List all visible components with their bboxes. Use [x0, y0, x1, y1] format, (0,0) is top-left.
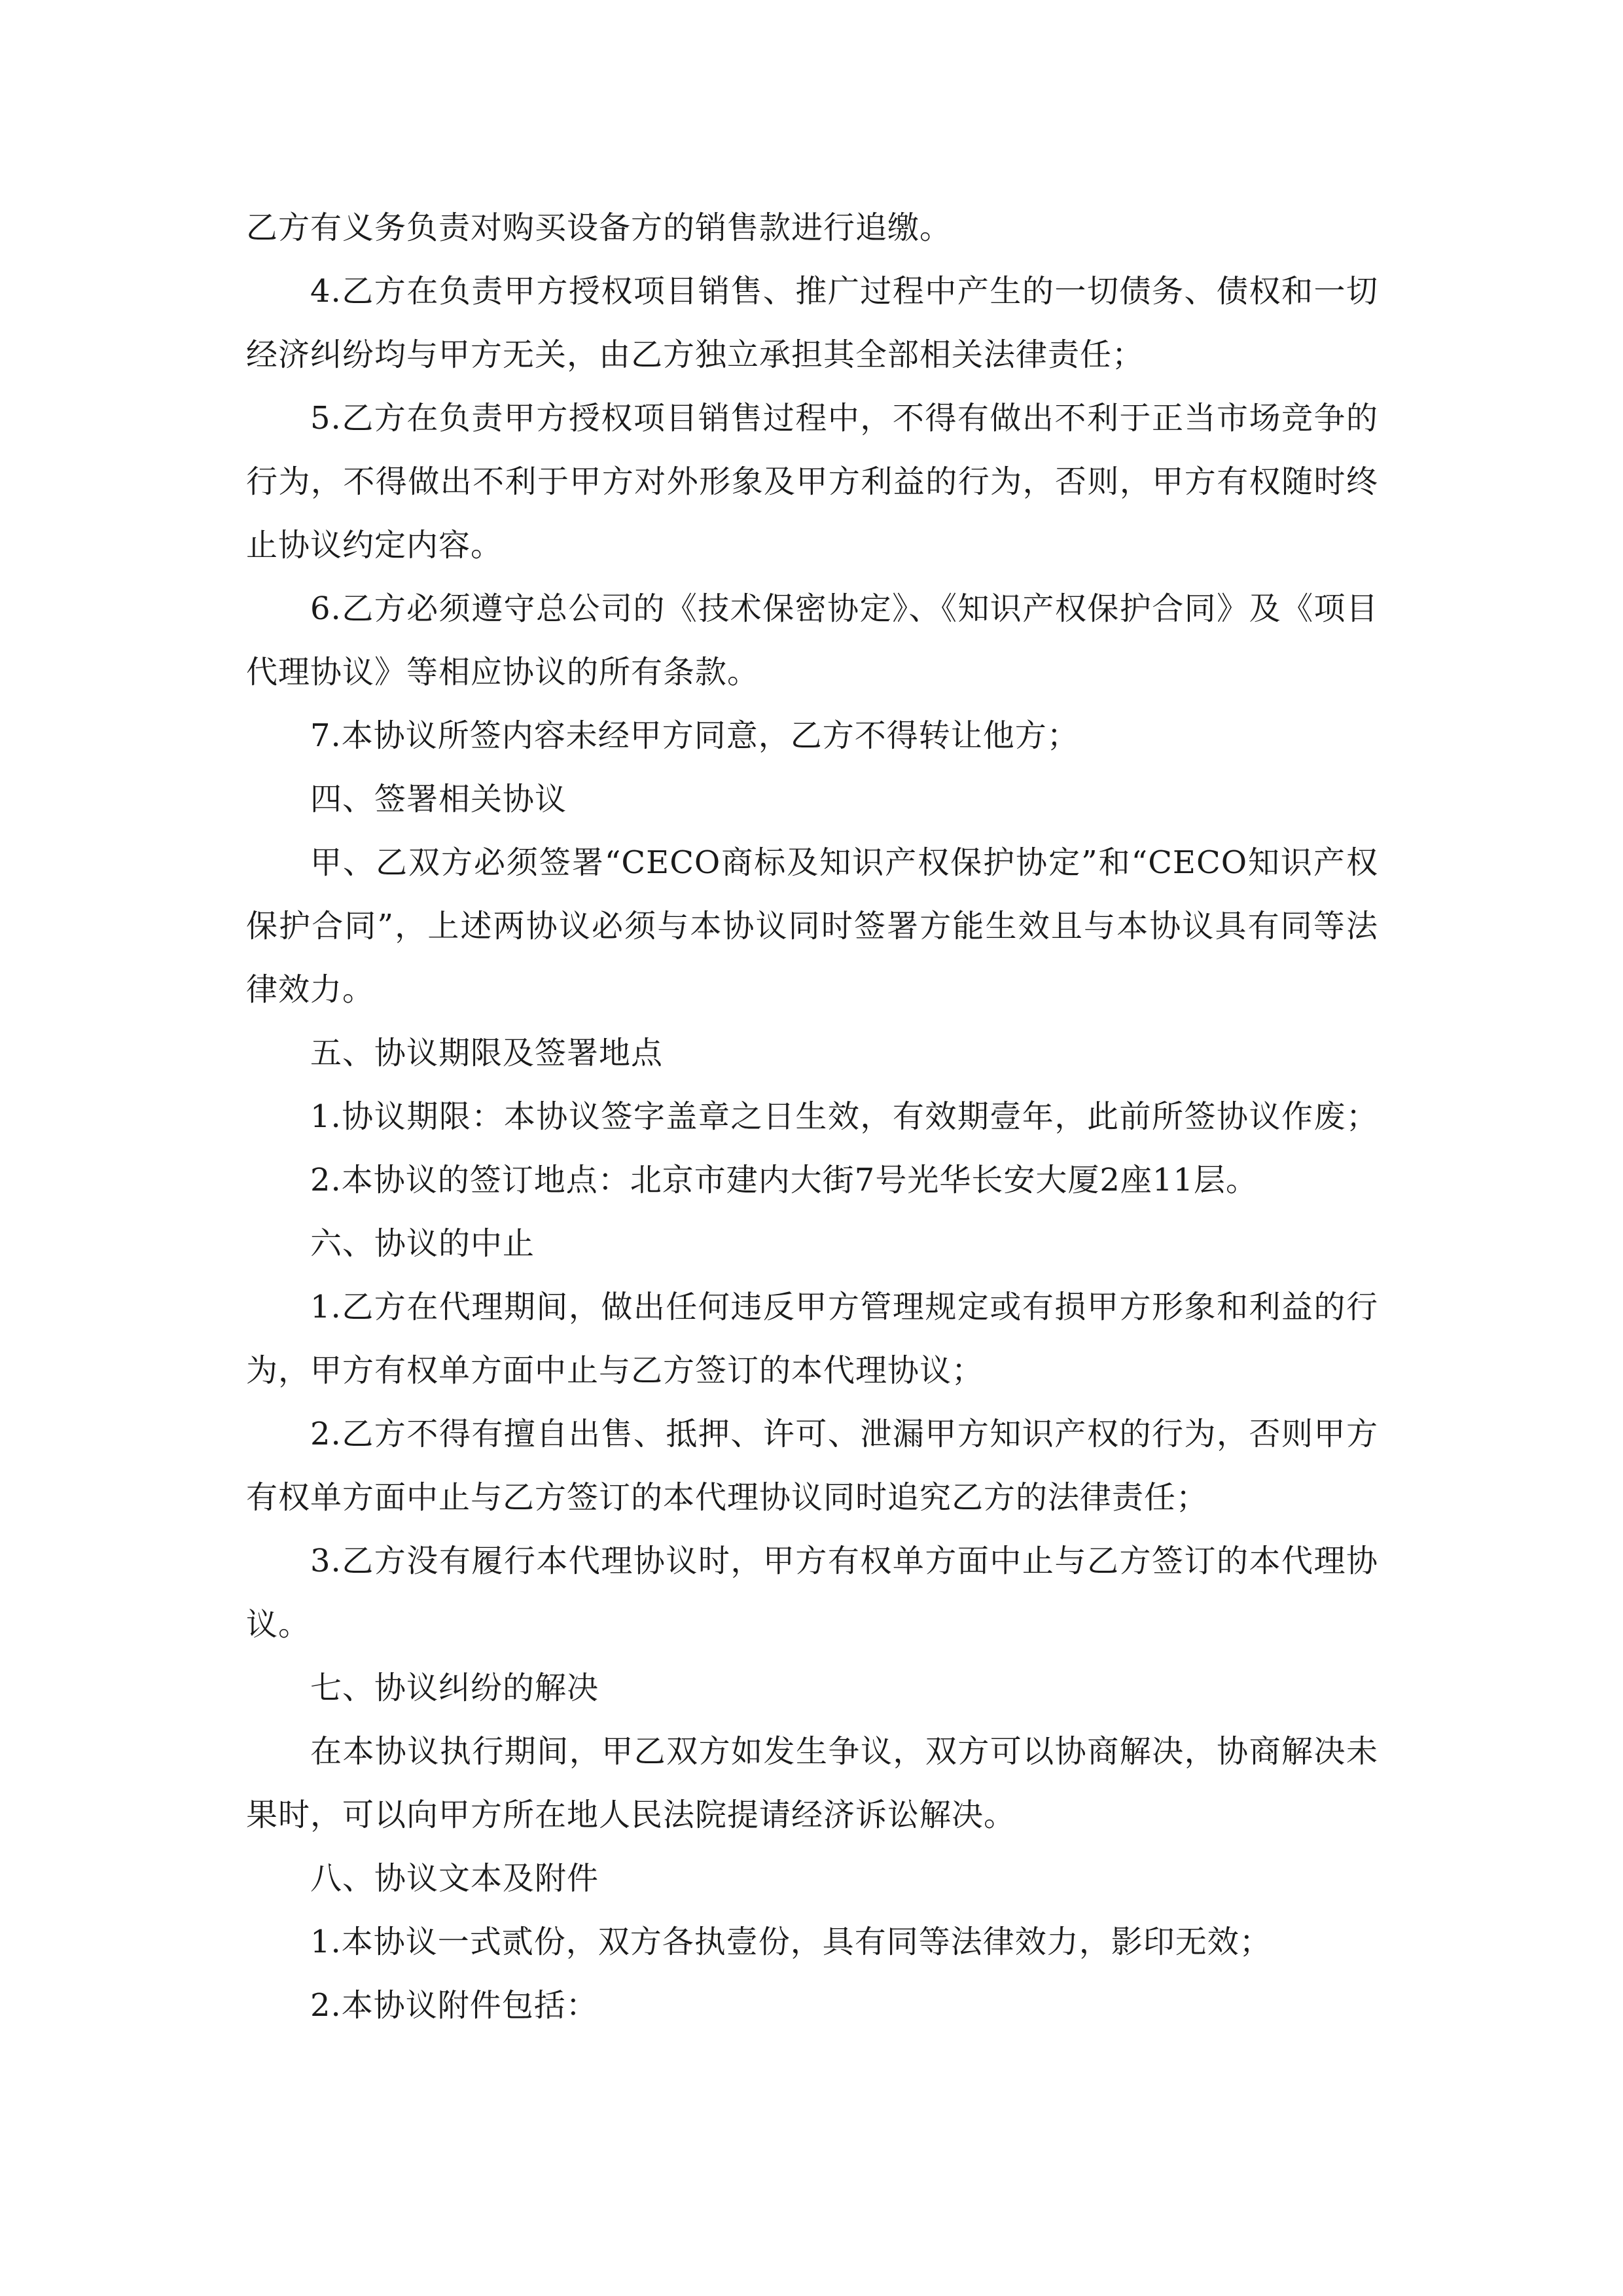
text-line: 代理协议》等相应协议的所有条款。	[246, 654, 760, 691]
text-line: 7.本协议所签内容未经甲方同意，乙方不得转让他方；	[310, 717, 1079, 754]
text-line: 经济纠纷均与甲方无关，由乙方独立承担其全部相关法律责任；	[246, 336, 1145, 373]
text-line: 律效力。	[246, 971, 375, 1008]
text-line: 有权单方面中止与乙方签订的本代理协议同时追究乙方的法律责任；	[246, 1479, 1209, 1516]
text-line: 八、协议文本及附件	[310, 1860, 599, 1897]
text-line: 3.乙方没有履行本代理协议时，甲方有权单方面中止与乙方签订的本代理协	[310, 1543, 1378, 1579]
text-line: 甲、乙双方必须签署“CECO商标及知识产权保护协定”和“CECO知识产权	[310, 844, 1378, 881]
text-line: 2.本协议的签订地点：北京市建内大街7号光华长安大厦2座11层。	[310, 1162, 1258, 1198]
text-line: 为，甲方有权单方面中止与乙方签订的本代理协议；	[246, 1352, 984, 1389]
text-line: 1.协议期限：本协议签字盖章之日生效，有效期壹年，此前所签协议作废；	[310, 1098, 1378, 1135]
text-line: 乙方有义务负责对购买设备方的销售款进行追缴。	[246, 209, 952, 246]
text-line: 止协议约定内容。	[246, 527, 503, 564]
text-line: 五、协议期限及签署地点	[310, 1035, 664, 1071]
text-line: 6.乙方必须遵守总公司的《技术保密协定》、《知识产权保护合同》及《项目	[310, 590, 1378, 627]
text-line: 2.乙方不得有擅自出售、抵押、许可、泄漏甲方知识产权的行为，否则甲方	[310, 1416, 1378, 1452]
text-line: 果时，可以向甲方所在地人民法院提请经济诉讼解决。	[246, 1797, 1016, 1833]
text-line: 1.乙方在代理期间，做出任何违反甲方管理规定或有损甲方形象和利益的行	[310, 1289, 1378, 1325]
text-line: 六、协议的中止	[310, 1225, 535, 1262]
text-line: 议。	[246, 1606, 311, 1643]
text-line: 5.乙方在负责甲方授权项目销售过程中，不得有做出不利于正当市场竞争的	[310, 400, 1378, 437]
text-line: 1.本协议一式贰份，双方各执壹份，具有同等法律效力，影印无效；	[310, 1924, 1272, 1960]
text-line: 4.乙方在负责甲方授权项目销售、推广过程中产生的一切债务、债权和一切	[310, 273, 1378, 310]
text-line: 七、协议纠纷的解决	[310, 1670, 599, 1706]
text-line: 2.本协议附件包括：	[310, 1987, 598, 2024]
document-body	[246, 196, 1378, 2037]
text-line: 在本协议执行期间，甲乙双方如发生争议，双方可以协商解决，协商解决未	[310, 1733, 1378, 1770]
text-line: 保护合同”，上述两协议必须与本协议同时签署方能生效且与本协议具有同等法	[246, 908, 1378, 944]
text-line: 四、签署相关协议	[310, 781, 567, 817]
text-line: 行为，不得做出不利于甲方对外形象及甲方利益的行为，否则，甲方有权随时终	[246, 463, 1378, 500]
